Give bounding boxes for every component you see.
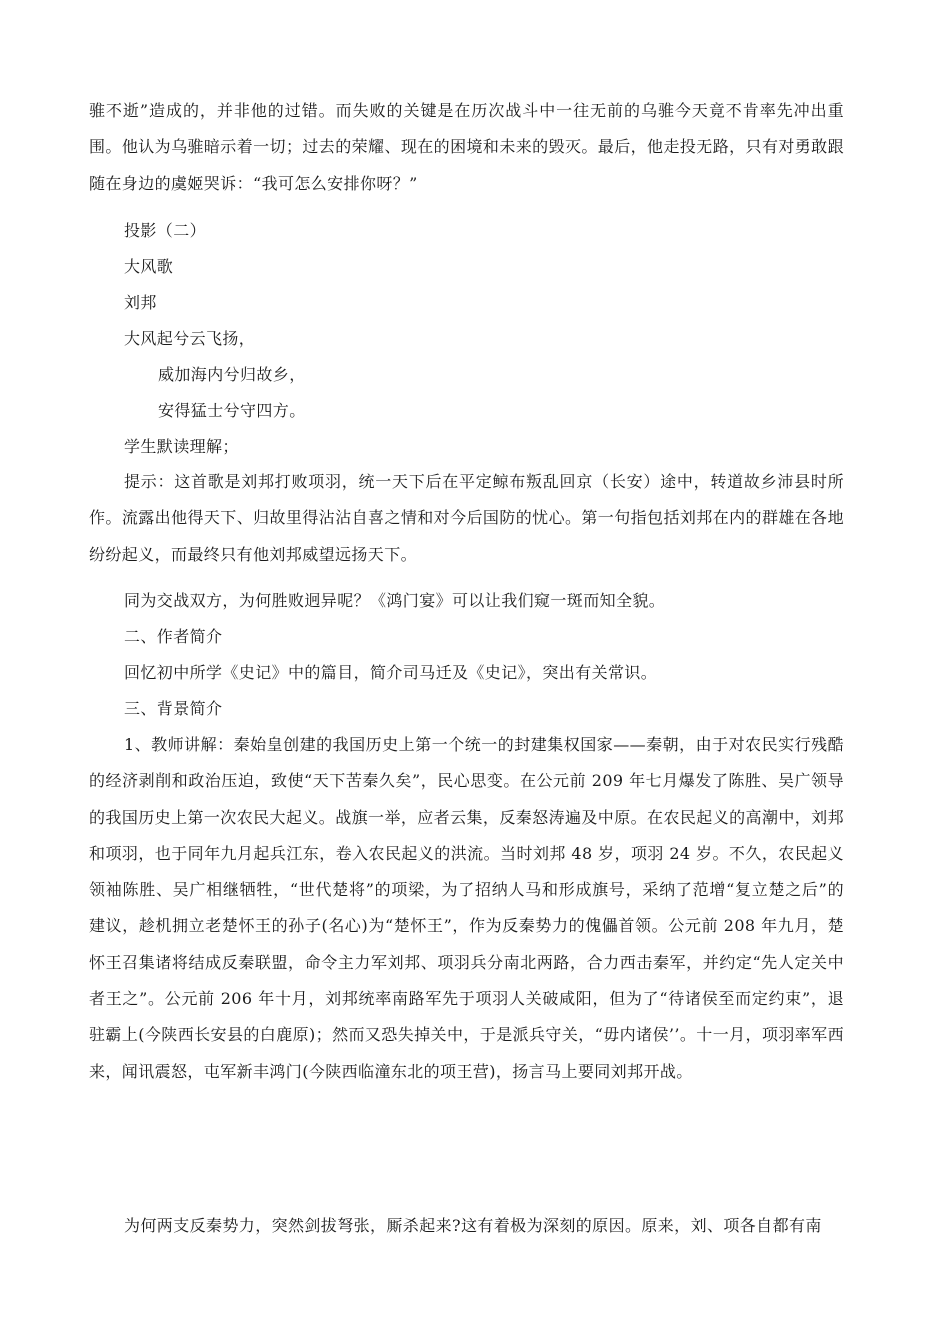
- paragraph-wuzhui: 骓不逝”造成的，并非他的过错。而失败的关键是在历次战斗中一往无前的乌骓今天竟不肯率先冲出重围。他认为乌骓暗示着一切；过去的荣耀、现在的困境和未来的毁灭。最后，他走投无路，只有对勇敢跟随在身边的虞姬哭诉：“我可怎么安排你呀？”: [89, 101, 844, 193]
- poem-line-3: 安得猛士兮守四方。: [158, 401, 306, 420]
- poem-line-2: 威加海内兮归故乡，: [158, 365, 306, 384]
- poem-line-1: 大风起兮云飞扬，: [124, 329, 256, 348]
- question-paragraph: 同为交战双方，为何胜败迥异呢？《鸿门宴》可以让我们窥一斑而知全貌。: [124, 591, 666, 610]
- background-paragraph: 1、教师讲解：秦始皇创建的我国历史上第一个统一的封建集权国家——秦朝，由于对农民实行残酷的经济剥削和政治压迫，致使“天下苦秦久矣”，民心思变。在公元前 209 年七月爆发了陈胜、吴广领导的我国历史上第一次农民大起义。战旗一举，应者云集，反秦怒涛遍及中原。在农民起义的高潮中，刘邦和项羽，也于同年九月起兵江东，卷入农民起义的洪流。当时刘邦 48 岁，项羽 24 岁。不久，农民起义领袖陈胜、吴广相继牺牲，“世代楚将”的项梁，为了招纳人马和形成旗号，采纳了范增“复立楚之后”的建议，趁机拥立老楚怀王的孙子(名心)为“楚怀王”，作为反秦势力的傀儡首领。公元前 208 年九月，楚怀王召集诸将结成反秦联盟，命令主力军刘邦、项羽兵分南北两路，合力西击秦军，并约定“先人定关中者王之”。公元前 206 年十月，刘邦统率南路军先于项羽人关破咸阳，但为了“待诸侯至而定约束”，退驻霸上(今陕西长安县的白鹿原)；然而又恐失掉关中，于是派兵守关，“毋内诸侯’’。十一月，项羽率军西来，闻讯震怒，屯军新丰鸿门(今陕西临潼东北的项王营)，扬言马上要同刘邦开战。: [89, 735, 844, 1081]
- poem-title: 大风歌: [124, 257, 174, 276]
- students-read: 学生默读理解；: [124, 437, 239, 456]
- section-heading-author: 二、作者简介: [124, 627, 223, 646]
- poem-author: 刘邦: [124, 293, 157, 312]
- final-paragraph: 为何两支反秦势力，突然剑拔弩张，厮杀起来?这有着极为深刻的原因。原来，刘、项各自都有南: [124, 1216, 822, 1235]
- projection-label: 投影（二）: [124, 221, 207, 240]
- section-author-body: 回忆初中所学《史记》中的篇目，简介司马迁及《史记》，突出有关常识。: [124, 663, 658, 682]
- hint-paragraph: 提示：这首歌是刘邦打败项羽，统一天下后在平定鲸布叛乱回京（长安）途中，转道故乡沛县时所作。流露出他得天下、归故里得沾沾自喜之情和对今后国防的忧心。第一句指包括刘邦在内的群雄在各地纷纷起义，而最终只有他刘邦威望远扬天下。: [89, 472, 844, 564]
- section-heading-background: 三、背景简介: [124, 699, 223, 718]
